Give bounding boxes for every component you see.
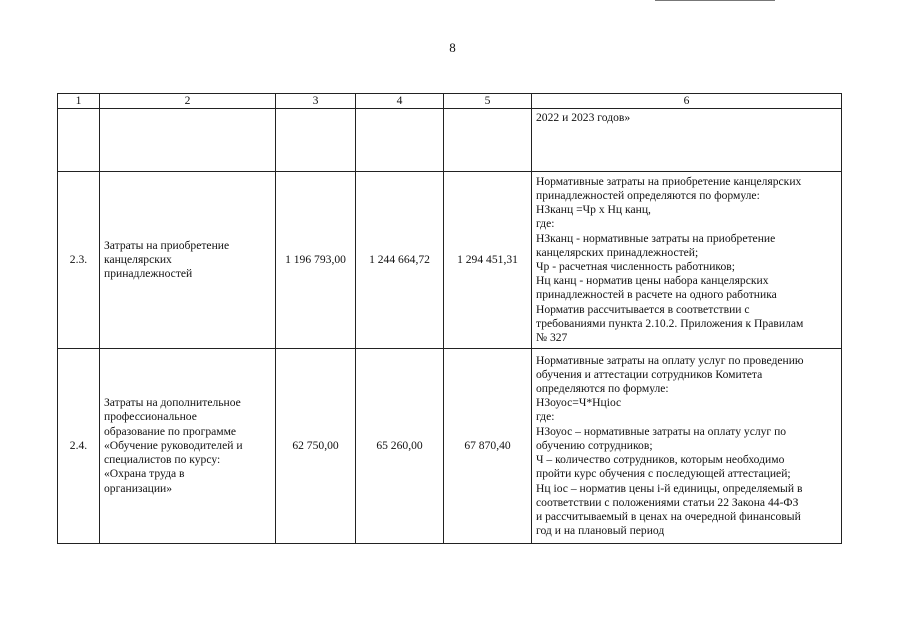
- description-line: где:: [536, 217, 555, 231]
- description-line: обучению сотрудников;: [536, 438, 653, 452]
- description-line: Нормативные затраты на приобретение канцелярских: [536, 174, 802, 188]
- description-line: соответствии с положениями статьи 22 Закона 44-ФЗ: [536, 495, 799, 509]
- description-line: Ч – количество сотрудников, которым необходимо: [536, 453, 785, 467]
- item-name-line: организации»: [104, 481, 173, 495]
- item-name-line: специалистов по курсу:: [104, 453, 221, 467]
- cell-description: [532, 172, 842, 349]
- page-number: 8: [449, 40, 456, 55]
- description-line: Чр - расчетная численность работников;: [536, 260, 735, 273]
- header-cell: 6: [532, 94, 842, 109]
- description-line: требованиями пункта 2.10.2. Приложения к Правилам: [536, 316, 804, 330]
- item-name-line: «Обучение руководителей и: [104, 438, 243, 452]
- table-row: [58, 349, 842, 544]
- description-line: НЗканц - нормативные затраты на приобретение: [536, 231, 776, 245]
- cell-description: [532, 109, 842, 172]
- item-name-line: канцелярских: [104, 252, 172, 266]
- cell-empty: [444, 109, 532, 172]
- description-line: Нормативные затраты на оплату услуг по проведению: [536, 353, 804, 367]
- description-line: НЗканц =Чр x Нц канц,: [536, 203, 651, 217]
- costs-table: [57, 93, 842, 544]
- description-line: обучения и аттестации сотрудников Комитета: [536, 367, 763, 381]
- header-cell: 2: [100, 94, 276, 109]
- description-line: и рассчитываемый в ценах на очередной финансовый: [536, 509, 801, 523]
- cell-value-year2: 65 260,00: [356, 349, 444, 544]
- description-line: принадлежностей определяются по формуле:: [536, 188, 760, 202]
- description-line: НЗоуос – нормативные затраты на оплату услуг по: [536, 424, 787, 438]
- cell-empty: [58, 109, 100, 172]
- description-line: принадлежностей в расчете на одного работника: [536, 288, 777, 302]
- cell-empty: [276, 109, 356, 172]
- item-name-line: Затраты на дополнительное: [104, 396, 241, 410]
- description-line: где:: [536, 410, 555, 424]
- description-line: Нц канц - норматив цены набора канцелярских: [536, 274, 769, 288]
- item-name-line: образование по программе: [104, 424, 237, 438]
- description-line: год и на плановый период: [536, 524, 665, 538]
- table-row-continuation: [58, 109, 842, 172]
- cell-description: [532, 349, 842, 544]
- cell-item-number: 2.4.: [58, 349, 100, 544]
- cell-item-number: 2.3.: [58, 172, 100, 349]
- item-name-line: принадлежностей: [104, 267, 193, 281]
- description-line: определяются по формуле:: [536, 382, 669, 396]
- cell-empty: [100, 109, 276, 172]
- description-line: 2022 и 2023 годов»: [536, 111, 631, 124]
- cell-value-year2: 1 244 664,72: [356, 172, 444, 349]
- top-rule: [655, 0, 775, 1]
- cell-item-name: [100, 172, 276, 349]
- cell-empty: [356, 109, 444, 172]
- header-cell: 3: [276, 94, 356, 109]
- cell-value-year1: 1 196 793,00: [276, 172, 356, 349]
- header-cell: 1: [58, 94, 100, 109]
- cell-item-name: [100, 349, 276, 544]
- header-cell: 4: [356, 94, 444, 109]
- cell-value-year3: 67 870,40: [444, 349, 532, 544]
- header-cell: 5: [444, 94, 532, 109]
- description-line: НЗоуос=Ч*Нціос: [536, 396, 622, 410]
- item-name-line: Затраты на приобретение: [104, 238, 230, 252]
- description-line: пройти курс обучения с последующей аттестацией;: [536, 467, 791, 481]
- description-line: Норматив рассчитывается в соответствии с: [536, 302, 750, 316]
- description-line: канцелярских принадлежностей;: [536, 245, 699, 259]
- header-row: [58, 94, 842, 109]
- cell-value-year1: 62 750,00: [276, 349, 356, 544]
- item-name-line: профессиональное: [104, 410, 197, 424]
- item-name-line: «Охрана труда в: [104, 467, 185, 481]
- description-line: Нц іос – норматив цены і-й единицы, определяемый в: [536, 481, 803, 495]
- table-row: [58, 172, 842, 349]
- cell-value-year3: 1 294 451,31: [444, 172, 532, 349]
- description-line: № 327: [536, 331, 568, 345]
